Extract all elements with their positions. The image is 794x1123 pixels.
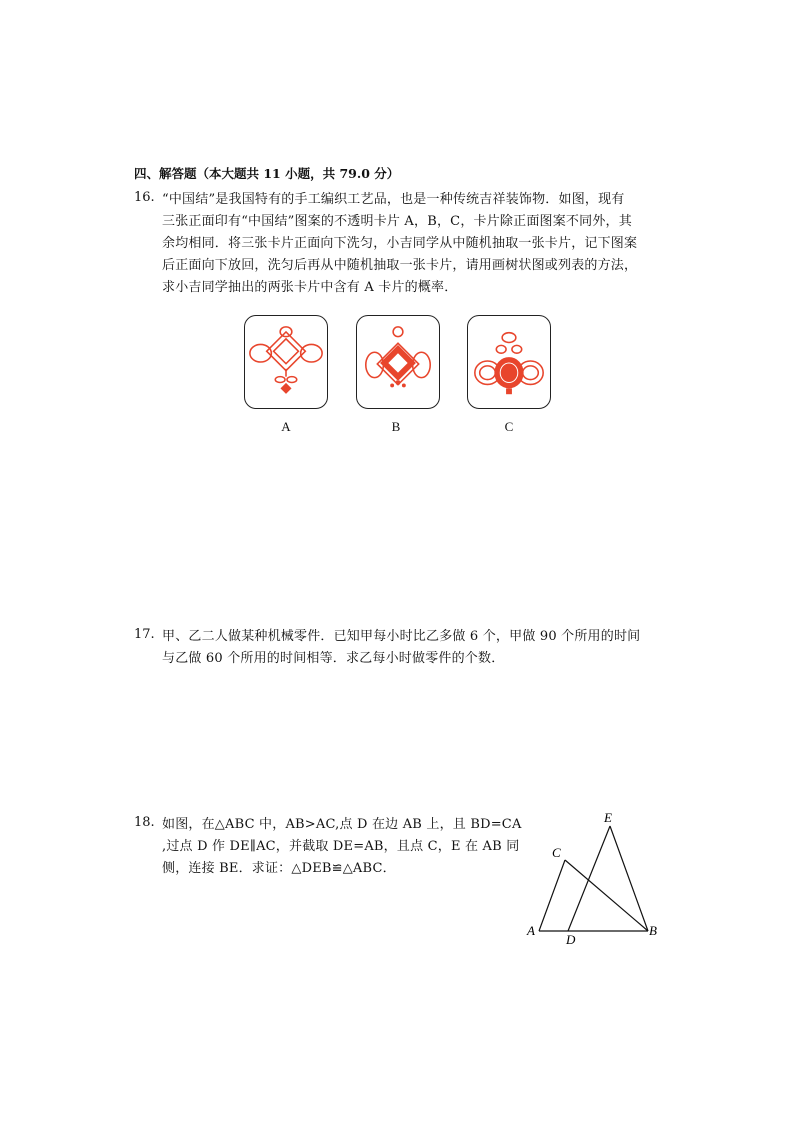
point-a-label: A — [527, 923, 535, 938]
segment-de — [568, 826, 610, 931]
question-18-line-2: ,过点 D 作 DE∥AC，并截取 DE=AB，且点 C，E 在 AB 同 — [162, 839, 520, 854]
card-b-label: B — [391, 419, 401, 434]
question-16-line-5: 求小吉同学抽出的两张卡片中含有 A 卡片的概率． — [162, 280, 458, 295]
question-17-number: 17. — [134, 627, 155, 642]
section-title: 四、解答题（本大题共 11 小题，共 79.0 分） — [134, 166, 400, 181]
chinese-knot-a-icon — [245, 316, 327, 408]
question-18-number: 18. — [134, 815, 155, 830]
question-18-line-3: 侧，连接 BE．求证：△DEB≌△ABC． — [162, 861, 396, 876]
question-16-line-4: 后正面向下放回，洗匀后再从中随机抽取一张卡片，请用画树状图或列表的方法， — [162, 258, 638, 273]
point-b-label: B — [649, 923, 657, 938]
question-16-line-3: 余均相同．将三张卡片正面向下洗匀，小吉同学从中随机抽取一张卡片，记下图案 — [162, 236, 638, 251]
card-a — [244, 315, 328, 409]
chinese-knot-c-icon — [468, 316, 550, 408]
point-c-label: C — [552, 845, 561, 860]
question-16-line-1: “中国结”是我国特有的手工编织工艺品，也是一种传统吉祥装饰物．如图，现有 — [162, 192, 625, 207]
question-16-line-2: 三张正面印有“中国结”图案的不透明卡片 A，B，C，卡片除正面图案不同外，其 — [162, 214, 632, 229]
chinese-knot-b-icon — [357, 316, 439, 408]
question-17-line-2: 与乙做 60 个所用的时间相等．求乙每小时做零件的个数． — [162, 651, 505, 666]
card-c — [467, 315, 551, 409]
triangle-figure — [520, 800, 670, 950]
point-d-label: D — [566, 932, 576, 947]
point-e-label: E — [604, 810, 612, 825]
card-c-label: C — [504, 419, 514, 434]
question-16-number: 16. — [134, 190, 155, 205]
card-b — [356, 315, 440, 409]
segment-ac — [539, 860, 565, 931]
question-17-line-1: 甲、乙二人做某种机械零件．已知甲每小时比乙多做 6 个，甲做 90 个所用的时间 — [162, 629, 641, 644]
question-18-line-1: 如图，在△ABC 中，AB>AC,点 D 在边 AB 上，且 BD=CA — [162, 817, 522, 832]
card-a-label: A — [281, 419, 291, 434]
